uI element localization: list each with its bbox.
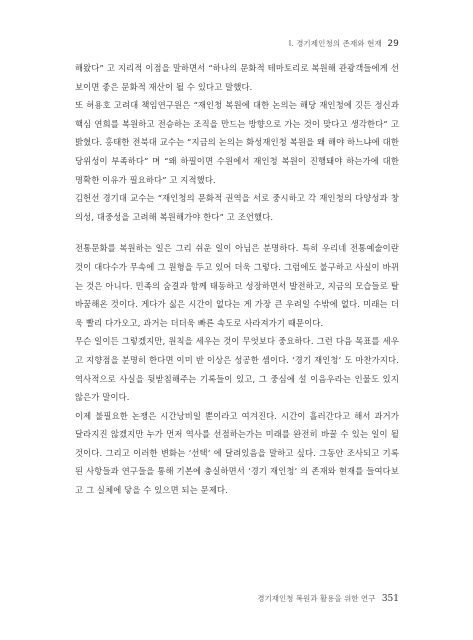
paragraph: 이제 불필요한 논쟁은 시간낭비일 뿐이라고 여겨진다. 시간이 흘러간다고 해서 과거가 달라지진 않겠지만 누가 먼저 역사를 선점하는가는 미래를 완전히 바꿀 수 있는 일이 될 것이다. 그리고 이러한 변화는 ‘선택’ 에 달려있음을 말하고 싶다. 그동안 조사되고 기록된 사항들과 연구들을 통해 기본에 충실하면서 ‘경기 재인청’ 의 존재와 현재를 들여다보고 그 실체에 닿을 수 있으면 되는 문제다. xyxy=(75,410,399,496)
header-page-number: 29 xyxy=(387,39,399,49)
footer-page-number: 351 xyxy=(381,594,399,604)
body-text xyxy=(75,59,399,500)
running-header xyxy=(289,38,399,49)
paragraph: 김헌선 경기대 교수는 “재인청의 문화적 권역을 서로 중시하고 각 재인청의 다양성과 창의성, 대중성을 고려해 복원해가야 한다” 고 조언했다. xyxy=(75,193,399,222)
section-gap xyxy=(75,226,399,239)
paragraph: 전통문화를 복원하는 일은 그리 쉬운 일이 아님은 분명하다. 특히 우리네 전통예술이란 것이 대다수가 무속에 그 원형을 두고 있어 더욱 그렇다. 그럼에도 불구하고 사실이 바뀌는 것은 아니다. 민족의 숨결과 함께 태동하고 성장하면서 발전하고, 지금의 모습들로 탈바꿈해온 것이다. 게다가 싫은 시간이 없다는 게 가장 큰 우려일 수밖에 없다. 미래는 더욱 빨리 다가오고, 과거는 더더욱 빠른 속도로 사라져가기 때문이다. xyxy=(75,243,399,328)
paragraph: 해왔다” 고 지리적 이점을 말하면서 “하나의 문화적 테마토리로 복원해 관광객들에게 선보이면 좋은 문화적 재산이 될 수 있다고 말했다. xyxy=(75,63,399,92)
paragraph: 또 허용호 고려대 책임연구원은 “재인청 복원에 대한 논의는 해당 재인청에 깃든 정신과 핵심 연희를 복원하고 전승하는 조직을 만드는 방향으로 가는 것이 맞다고 생각한다” 고 밝혔다. 홍태한 전북대 교수는 “지금의 논의는 화성재인청 복원을 왜 해야 하느냐에 대한 당위성이 부족하다” 며 “왜 하필이면 수원에서 재인청 복원이 진행돼야 하는가에 대한 명확한 이유가 필요하다” 고 지적했다. xyxy=(75,100,399,185)
running-footer xyxy=(257,593,399,604)
paragraph: 무슨 일이든 그렇겠지만, 원칙을 세우는 것이 무엇보다 중요하다. 그런 다음 목표를 세우고 지향점을 분명히 한다면 이미 반 이상은 성공한 셈이다. ‘경기 재인청’ 도 마찬가지다. 역사적으로 사실을 뒷받침해주는 기록들이 있고, 그 중심에 설 이음우라는 인물도 있지 않은가 말이다. xyxy=(75,336,399,403)
footer-book-title: 경기재인청 복원과 활용을 위한 연구 xyxy=(257,594,376,603)
header-section-title: I. 경기제인청의 존재와 현재 xyxy=(288,39,382,48)
